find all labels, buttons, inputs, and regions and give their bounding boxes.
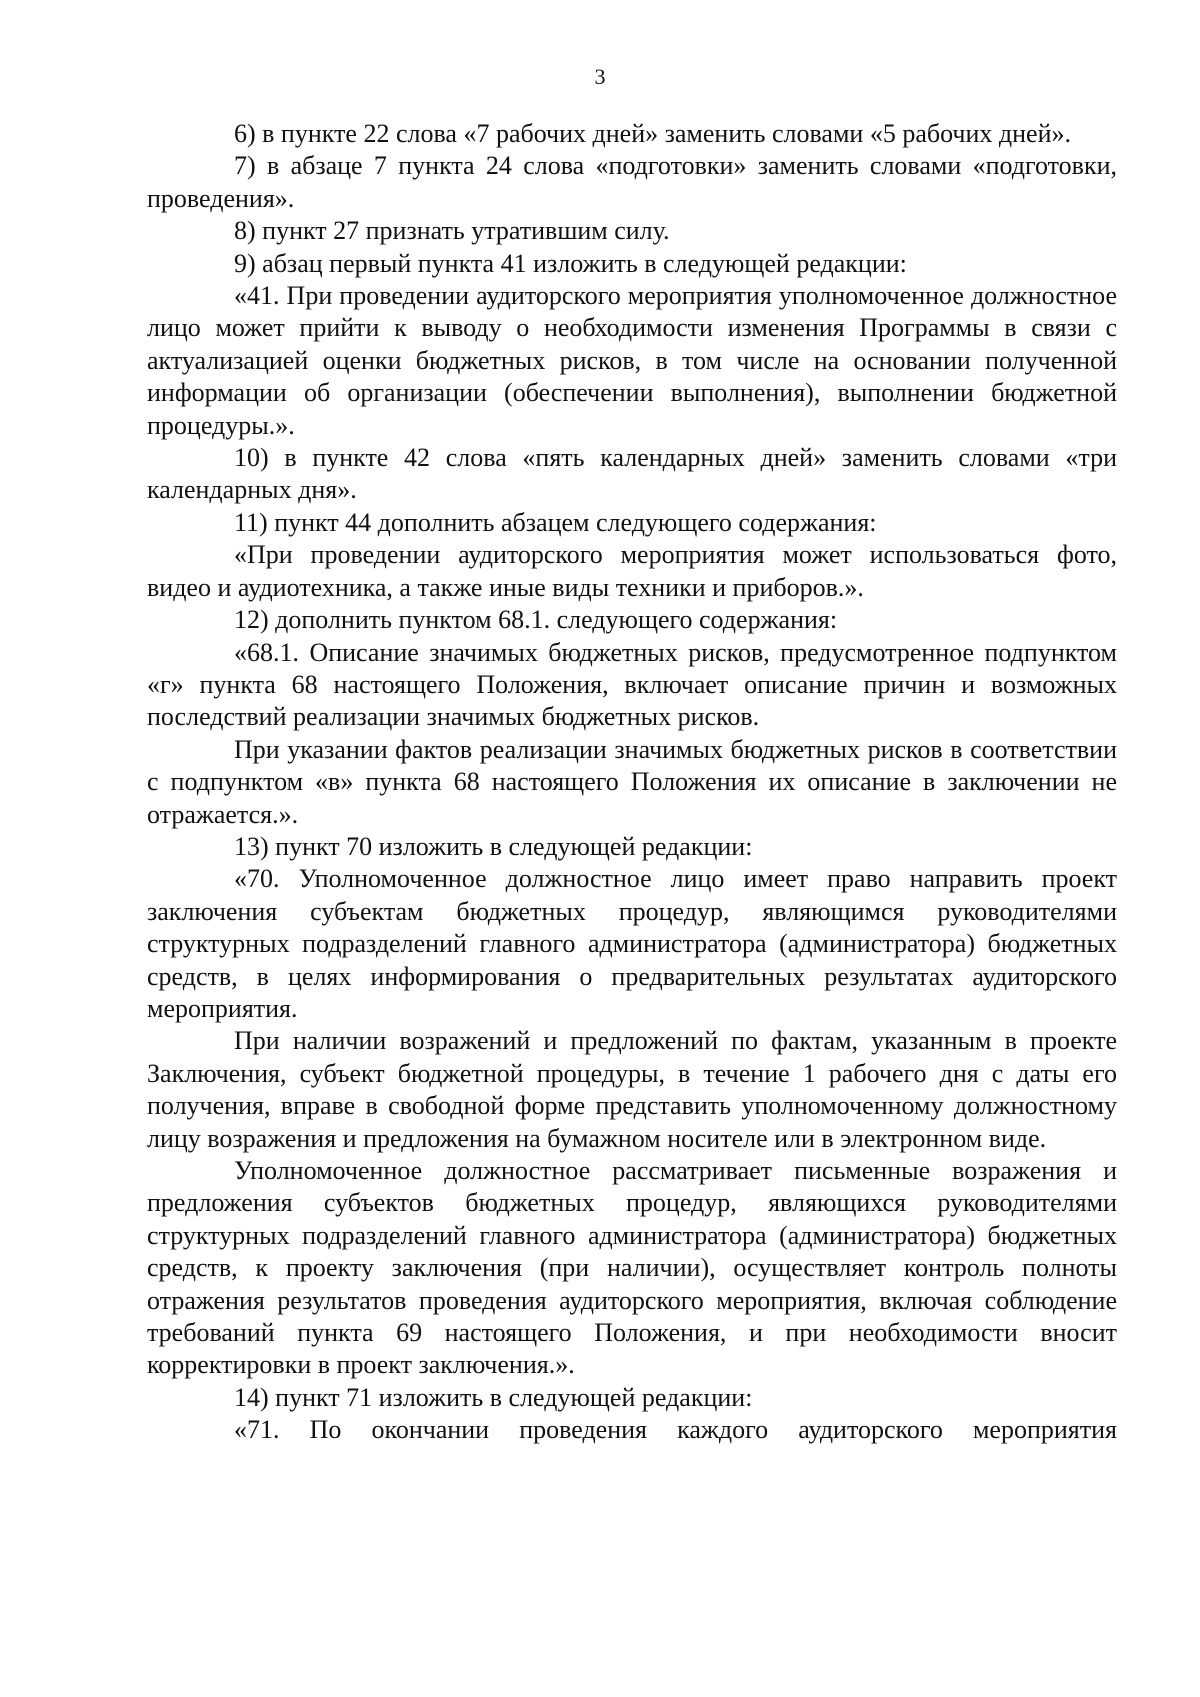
quoted-paragraph-68-1: «68.1. Описание значимых бюджетных рисков, предусмотренное подпунктом «г» пункта 68 настоящего Положения, включает описание причин и возможных последствий реализации значимых бюджетных рисков. (147, 637, 1117, 732)
page-number: 3 (594, 64, 606, 89)
paragraph-item-12: 12) дополнить пунктом 68.1. следующего содержания: (234, 605, 838, 635)
paragraph-item-14: 14) пункт 71 изложить в следующей редакции: (234, 1382, 753, 1412)
paragraph-item-13: 13) пункт 70 изложить в следующей редакции: (234, 831, 753, 861)
paragraph-item-11: 11) пункт 44 дополнить абзацем следующего содержания: (234, 507, 877, 537)
quoted-paragraph-70-part-2: При наличии возражений и предложений по фактам, указанным в проекте Заключения, субъект бюджетной процедуры, в течение 1 рабочего дня с даты его получения, вправе в свободной форме представить уполномоченному должностному лицу возражения и предложения на бумажном носителе или в электронном виде. (147, 1026, 1117, 1153)
paragraph-item-8: 8) пункт 27 признать утратившим силу. (234, 216, 670, 246)
quoted-paragraph-70-part-3: Уполномоченное должностное рассматривает письменные возражения и предложения субъектов бюджетных процедур, являющихся руководителями структурных подразделений главного администратора (администратора) бюджетных средств, к проекту заключения (при наличии), осуществляет контроль полноты отражения результатов проведения аудиторского мероприятия, включая соблюдение требований пункта 69 настоящего Положения, и при необходимости вносит корректировки в проект заключения.». (147, 1156, 1117, 1380)
document-body (147, 118, 1117, 1447)
paragraph-item-7: 7) в абзаце 7 пункта 24 слова «подготовки» заменить словами «подготовки, проведения». (147, 151, 1117, 213)
paragraph-item-6: 6) в пункте 22 слова «7 рабочих дней» заменить словами «5 рабочих дней». (234, 119, 1072, 148)
quoted-paragraph-70: «70. Уполномоченное должностное лицо имеет право направить проект заключения субъектам бюджетных процедур, являющимся руководителями структурных подразделений главного администратора (администратора) бюджетных средств, в целях информирования о предварительных результатах аудиторского мероприятия. (147, 864, 1117, 1023)
quoted-paragraph-68-1-part-2: При указании фактов реализации значимых бюджетных рисков в соответствии с подпунктом «в» пункта 68 настоящего Положения их описание в заключении не отражается.». (147, 734, 1117, 829)
quoted-paragraph-44-addition: «При проведении аудиторского мероприятия может использоваться фото, видео и аудиотехника, а также иные виды техники и приборов.». (147, 540, 1117, 602)
quoted-paragraph-41: «41. При проведении аудиторского мероприятия уполномоченное должностное лицо может прийти к выводу о необходимости изменения Программы в связи с актуализацией оценки бюджетных рисков, в том числе на основании полученной информации об организации (обеспечении выполнения), выполнении бюджетной процедуры.». (147, 281, 1117, 440)
quoted-paragraph-71: «71. По окончании проведения каждого аудиторского мероприятия (234, 1415, 1117, 1445)
paragraph-item-10: 10) в пункте 42 слова «пять календарных дней» заменить словами «три календарных дня». (147, 443, 1117, 505)
paragraph-item-9: 9) абзац первый пункта 41 изложить в следующей редакции: (234, 248, 907, 278)
